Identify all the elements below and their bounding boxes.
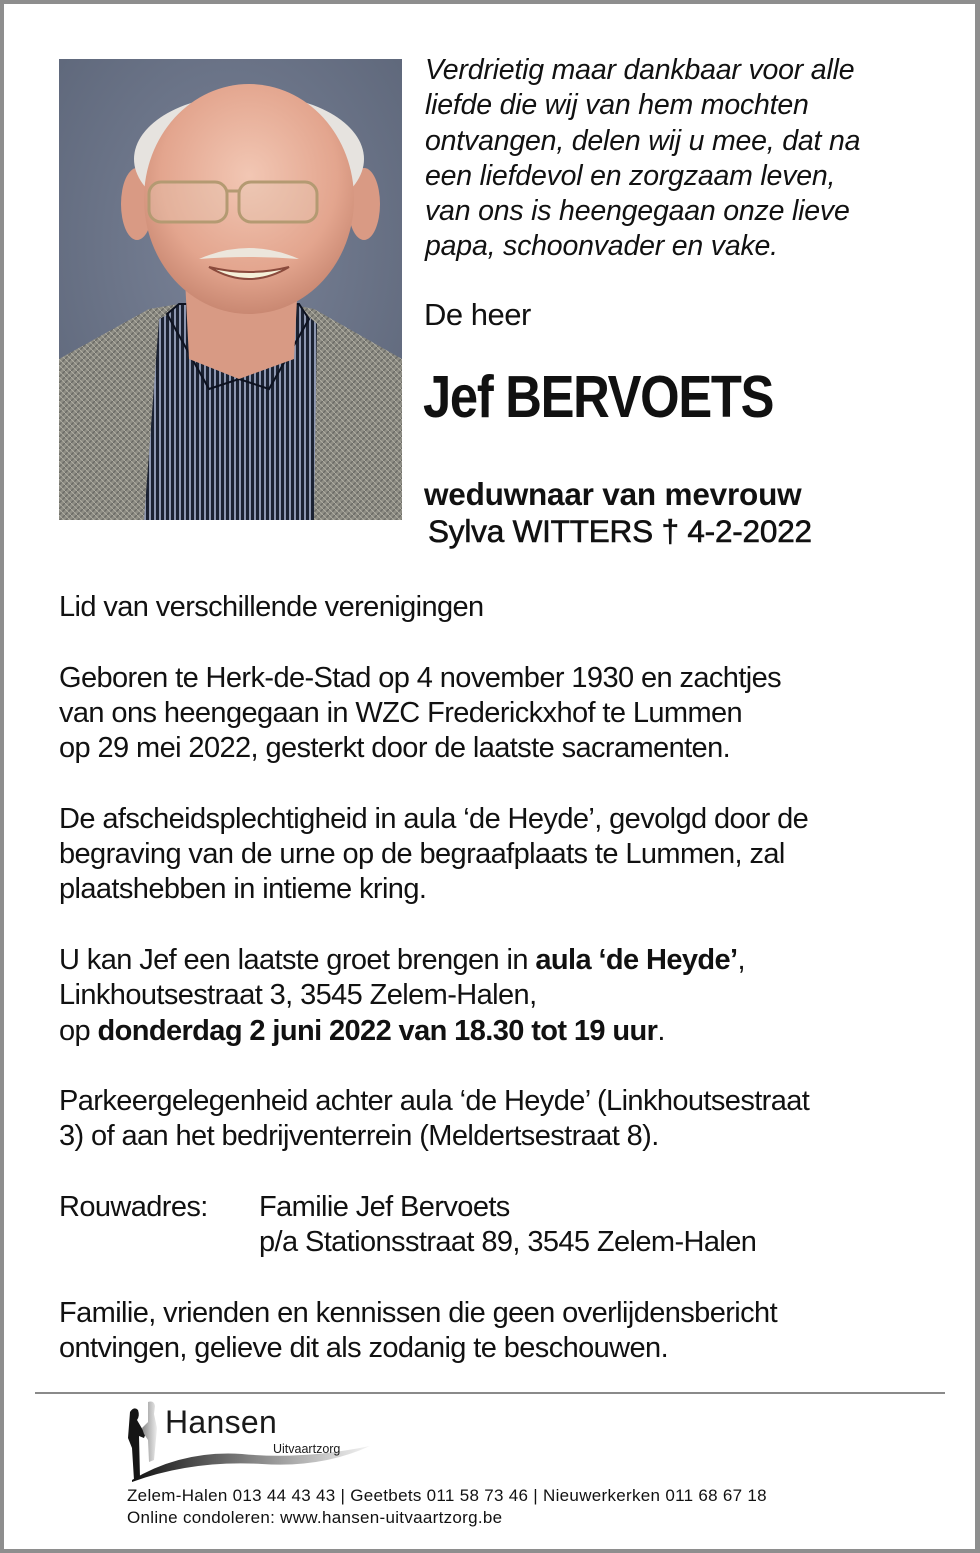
intro-line: van ons is heengegaan onze lieve xyxy=(425,195,850,228)
footer-divider xyxy=(35,1392,945,1394)
body-line: begraving van de urne op de begraafplaats te Lummen, zal xyxy=(59,838,785,871)
body-line: Familie, vrienden en kennissen die geen overlijdensbericht xyxy=(59,1296,778,1329)
parking-paragraph xyxy=(59,1084,939,1155)
birth-death-paragraph xyxy=(59,661,939,767)
phone-numbers: Zelem-Halen 013 44 43 43 | Geetbets 011 58 73 46 | Nieuwerkerken 011 68 67 18 xyxy=(127,1486,767,1505)
spouse-line-1: weduwnaar van mevrouw xyxy=(424,476,802,512)
body-line: 3) of aan het bedrijventerrein (Meldertsestraat 8). xyxy=(59,1120,659,1153)
deceased-name: Jef BERVOETS xyxy=(423,364,774,430)
mourning-address-value xyxy=(259,1190,756,1261)
intro-line: papa, schoonvader en vake. xyxy=(425,230,778,263)
mourning-address-label: Rouwadres: xyxy=(59,1191,208,1224)
body-line: van ons heengegaan in WZC Frederickxhof te Lummen xyxy=(59,696,743,729)
membership-paragraph xyxy=(59,590,939,625)
mourning-address xyxy=(59,1190,939,1261)
body-line: ontvingen, gelieve dit als zodanig te beschouwen. xyxy=(59,1332,669,1365)
logo-name: Hansen xyxy=(165,1404,278,1440)
contact-info xyxy=(127,1485,767,1529)
body-line xyxy=(59,1014,939,1049)
spouse-info xyxy=(424,476,812,550)
body-line: Parkeergelegenheid achter aula ‘de Heyde’ (Linkhoutsestraat xyxy=(59,1085,810,1118)
visitation-datetime: donderdag 2 juni 2022 van 18.30 tot 19 uur xyxy=(97,1014,658,1047)
visitation-venue: aula ‘de Heyde’ xyxy=(535,943,738,976)
intro-line: een liefdevol en zorgzaam leven, xyxy=(425,159,836,192)
body-line: Geboren te Herk-de-Stad op 4 november 1930 en zachtjes xyxy=(59,661,782,694)
obituary-body xyxy=(59,590,939,1402)
condolence-website-link[interactable]: Online condoleren: www.hansen-uitvaartzorg.be xyxy=(127,1508,503,1527)
body-line: De afscheidsplechtigheid in aula ‘de Heyde’, gevolgd door de xyxy=(59,802,809,835)
spouse-line-2: Sylva WITTERS † 4-2-2022 xyxy=(428,513,812,549)
body-line: plaatshebben in intieme kring. xyxy=(59,873,427,906)
intro-text xyxy=(425,53,945,265)
portrait-photo xyxy=(59,59,402,520)
visitation-address: Linkhoutsestraat 3, 3545 Zelem-Halen, xyxy=(59,979,537,1012)
body-line xyxy=(59,943,939,978)
intro-line: liefde die wij van hem mochten xyxy=(425,89,809,122)
mourning-address-line: Familie Jef Bervoets xyxy=(259,1191,510,1224)
ceremony-paragraph xyxy=(59,802,939,908)
closing-paragraph xyxy=(59,1296,939,1367)
visitation-text: op xyxy=(59,1014,98,1047)
portrait-illustration xyxy=(59,59,402,520)
visitation-paragraph xyxy=(59,943,939,1049)
punctuation: , xyxy=(737,943,745,976)
salutation: De heer xyxy=(424,297,531,332)
intro-line: ontvangen, delen wij u mee, dat na xyxy=(425,124,861,157)
body-line: Lid van verschillende verenigingen xyxy=(59,591,484,623)
intro-line: Verdrietig maar dankbaar voor alle xyxy=(425,54,855,86)
mourning-address-line: p/a Stationsstraat 89, 3545 Zelem-Halen xyxy=(259,1226,757,1259)
body-line: op 29 mei 2022, gesterkt door de laatste sacramenten. xyxy=(59,732,731,765)
logo-subtitle: Uitvaartzorg xyxy=(273,1442,341,1456)
punctuation: . xyxy=(657,1014,665,1047)
visitation-text: U kan Jef een laatste groet brengen in xyxy=(59,943,536,976)
